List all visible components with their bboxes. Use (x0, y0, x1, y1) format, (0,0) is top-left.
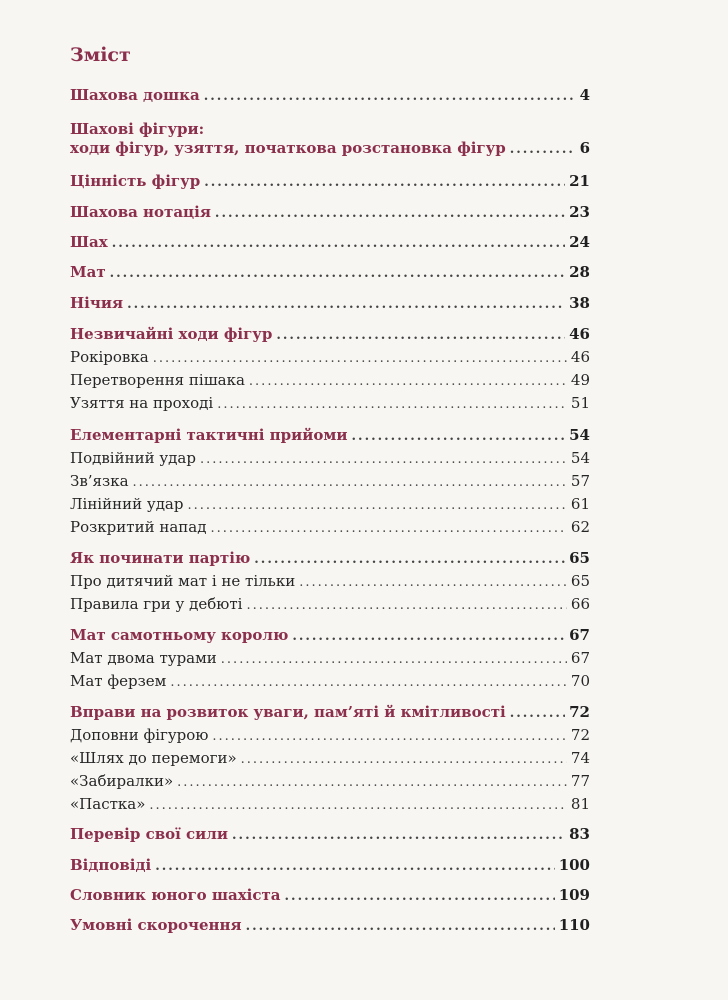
toc-entry-label: Мат (70, 263, 106, 281)
toc-subentry-complete-with-piece (70, 726, 590, 744)
leader-dots (510, 706, 565, 721)
toc-page-number: 77 (570, 772, 590, 790)
toc-entry-label: Незвичайні ходи фігур (70, 325, 273, 343)
leader-dots (299, 575, 567, 590)
toc-entry-glossary (70, 886, 590, 904)
toc-subentry-discovered-attack (70, 518, 590, 536)
toc-page-number: 28 (569, 263, 590, 281)
toc-entry-label: «Пастка» (70, 795, 146, 813)
toc-entry-label: Умовні скорочення (70, 916, 242, 934)
toc-page-number: 38 (569, 294, 590, 312)
toc-entry-label: Вправи на розвиток уваги, пам’яті й кмітливості (70, 703, 506, 721)
toc-entry-label: Мат двома турами (70, 649, 217, 667)
toc-subentry-two-rooks-mate (70, 649, 590, 667)
toc-subentry-captures (70, 772, 590, 790)
leader-dots (246, 919, 555, 934)
toc-entry-lone-king-mate (70, 626, 590, 644)
toc-subentry-path-to-victory (70, 749, 590, 767)
toc-entry-tactics (70, 426, 590, 444)
toc-entry-label: Мат ферзем (70, 672, 167, 690)
leader-dots (204, 89, 576, 104)
toc-page-number: 23 (569, 203, 590, 221)
toc-page-number: 67 (569, 626, 590, 644)
toc-page-number: 57 (570, 472, 590, 490)
toc-entry-label: Як починати партію (70, 549, 251, 567)
leader-dots (352, 429, 566, 444)
toc-entry-label: Цінність фігур (70, 172, 201, 190)
leader-dots (510, 142, 576, 157)
toc-page-number: 51 (570, 394, 590, 412)
toc-entry-label: Перетворення пішака (70, 371, 245, 389)
leader-dots (177, 775, 567, 790)
leader-dots (170, 675, 567, 690)
leader-dots (212, 729, 567, 744)
toc-entry-check (70, 233, 590, 251)
toc-entry-opening (70, 549, 590, 567)
toc-page-number: 54 (569, 426, 590, 444)
toc-entry-label: Рокіровка (70, 348, 149, 366)
toc-entry-label: Нічия (70, 294, 124, 312)
toc-entry-label: «Шлях до перемоги» (70, 749, 237, 767)
leader-dots (110, 266, 566, 281)
leader-dots (204, 175, 565, 190)
toc-page-number: 62 (570, 518, 590, 536)
toc-page-number: 66 (570, 595, 590, 613)
toc-entry-exercises (70, 703, 590, 721)
toc-page-number: 65 (569, 549, 590, 567)
toc-page-number: 110 (558, 916, 590, 934)
toc-page-number: 72 (569, 703, 590, 721)
leader-dots (232, 828, 565, 843)
toc-entry-label: Доповни фігурою (70, 726, 209, 744)
toc-entry-label: Шахова дошка (70, 86, 200, 104)
leader-dots (217, 397, 567, 412)
toc-entry-label: Шах (70, 233, 108, 251)
toc-subentry-queen-mate (70, 672, 590, 690)
toc-page-number: 81 (570, 795, 590, 813)
toc-entry-label: Відповіді (70, 856, 152, 874)
toc-page-number: 83 (569, 825, 590, 843)
leader-dots (215, 206, 565, 221)
toc-entry-label: Шахова нотація (70, 203, 211, 221)
leader-dots (285, 889, 555, 904)
toc-entry-label: Про дитячий мат і не тільки (70, 572, 296, 590)
toc-subentry-opening-rules (70, 595, 590, 613)
toc-entry-label: Зв’язка (70, 472, 129, 490)
leader-dots (292, 629, 565, 644)
toc-page-number: 65 (570, 572, 590, 590)
toc-entry-label: Словник юного шахіста (70, 886, 281, 904)
toc-page-number: 72 (570, 726, 590, 744)
toc-page-number: 46 (570, 348, 590, 366)
toc-entry-chess-board (70, 86, 590, 104)
toc-subentry-castling (70, 348, 590, 366)
leader-dots (276, 328, 565, 343)
toc-entry-notation (70, 203, 590, 221)
toc-entry-label: Правила гри у дебюті (70, 595, 243, 613)
leader-dots (127, 297, 565, 312)
toc-entry-draw (70, 294, 590, 312)
toc-entry-pieces (70, 139, 590, 157)
leader-dots (155, 859, 555, 874)
toc-entry-label: ходи фігур, узяття, початкова розстановка фігур (70, 139, 506, 157)
toc-page-number: 54 (570, 449, 590, 467)
toc-page-number: 24 (569, 233, 590, 251)
toc-entry-unusual-moves (70, 325, 590, 343)
toc-subentry-promotion (70, 371, 590, 389)
toc-page-number: 100 (558, 856, 590, 874)
toc-entry-abbreviations (70, 916, 590, 934)
toc-page-number: 6 (579, 139, 590, 157)
toc-entry-test-yourself (70, 825, 590, 843)
toc-title: Зміст (70, 44, 131, 66)
toc-entry-piece-value (70, 172, 590, 190)
toc-entry-answers (70, 856, 590, 874)
leader-dots (246, 598, 566, 613)
leader-dots (254, 552, 565, 567)
toc-entry-label: Мат самотньому королю (70, 626, 289, 644)
leader-dots (241, 752, 567, 767)
toc-entry-mate (70, 263, 590, 281)
leader-dots (149, 798, 567, 813)
toc-entry-label: Узяття на проході (70, 394, 214, 412)
toc-page-number: 49 (570, 371, 590, 389)
toc-entry-label: Розкритий напад (70, 518, 207, 536)
leader-dots (221, 652, 567, 667)
toc-page-number: 61 (570, 495, 590, 513)
toc-page-number: 4 (579, 86, 590, 104)
leader-dots (249, 374, 567, 389)
toc-page-number: 46 (569, 325, 590, 343)
toc-entry-label: Подвійний удар (70, 449, 196, 467)
toc-page-number: 74 (570, 749, 590, 767)
leader-dots (133, 475, 567, 490)
toc-subentry-pin (70, 472, 590, 490)
toc-entry-pieces-heading: Шахові фігури: (70, 120, 205, 138)
leader-dots (153, 351, 567, 366)
toc-entry-label: Лінійний удар (70, 495, 184, 513)
toc-page-number: 67 (570, 649, 590, 667)
leader-dots (187, 498, 566, 513)
toc-subentry-scholars-mate (70, 572, 590, 590)
toc-subentry-skewer (70, 495, 590, 513)
toc-page-number: 70 (570, 672, 590, 690)
toc-page-number: 109 (558, 886, 590, 904)
toc-entry-label: Перевір свої сили (70, 825, 229, 843)
leader-dots (200, 452, 567, 467)
leader-dots (112, 236, 565, 251)
toc-entry-label: «Забиралки» (70, 772, 174, 790)
leader-dots (210, 521, 566, 536)
toc-entry-label: Елементарні тактичні прийоми (70, 426, 348, 444)
toc-subentry-trap (70, 795, 590, 813)
toc-subentry-en-passant (70, 394, 590, 412)
toc-subentry-double-attack (70, 449, 590, 467)
toc-page-number: 21 (569, 172, 590, 190)
